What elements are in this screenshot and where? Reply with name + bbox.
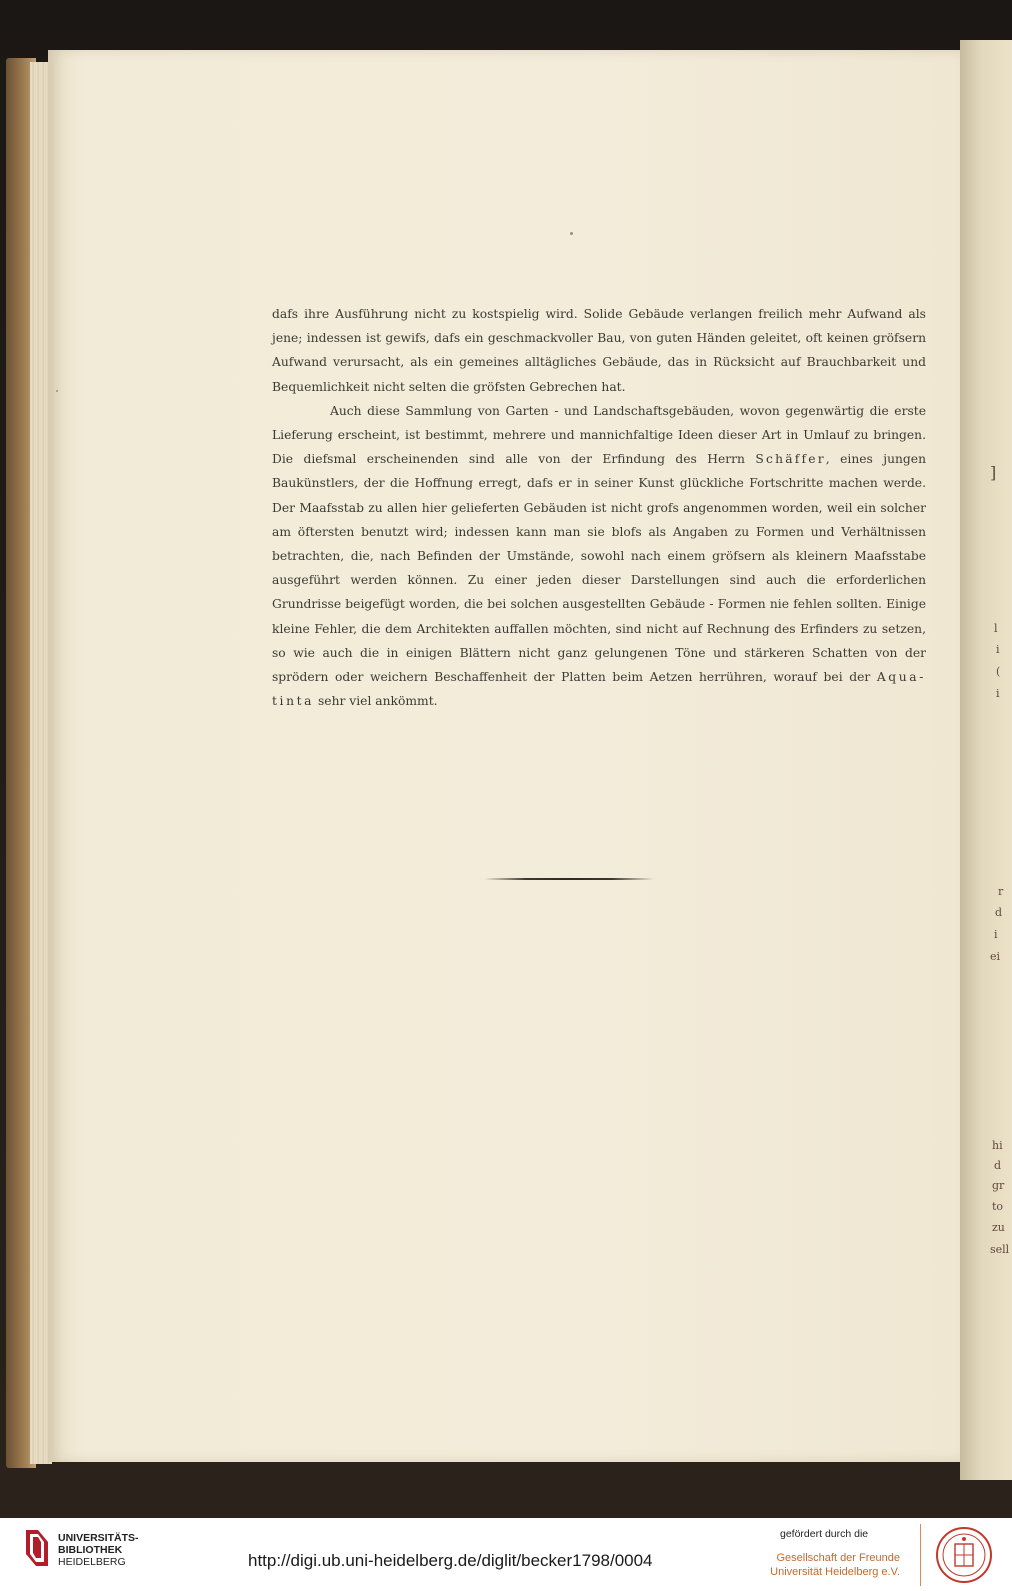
- text-run: sehr viel ankömmt.: [314, 694, 438, 709]
- text-run: , eines jungen Baukünstlers, der die Hoffnung erregt, dafs er in seiner Kunst glückliche Fortschritte machen werde. Der Maafsstab zu allen hier gelieferten Gebäuden ist nicht grofs angenommen worden, weil ein solcher am öftersten benutzt wird; indessen kann man sie blofs als Angaben zu Formen und Verhältnissen betrachten, die, nach Befinden der Umstände, sowohl nach einem gröfsern als kleinern Maafsstabe ausgeführt werden können. Zu einer jeden dieser Darstellungen sind auch die erforderlichen Grundrisse beigefügt worden, die bei solchen ausgestellten Gebäude - Formen nie fehlen sollten. Einige kleine Fehler, die dem Architekten auffallen möchten, sind nicht auf Rechnung des Erfinders zu setzen, so wie auch die in einigen Blättern nicht ganz gelungenen Töne und stärkeren Schatten von der sprödern oder weichern Beschaffenheit der Platten beim Aetzen herrühren, worauf bei der: [272, 452, 926, 685]
- facing-page-edge: [960, 40, 1012, 1480]
- sponsor-name: [770, 1551, 900, 1579]
- fragment: i: [996, 643, 1000, 656]
- fragment: d: [995, 906, 1003, 919]
- paragraph: dafs ihre Ausführung nicht zu kostspielig wird. Solide Gebäude verlangen freilich mehr Aufwand als jene; indessen ist gewifs, dafs ein geschmackvoller Bau, von guten Händen geleitet, oft keinen gröfsern Aufwand verursacht, als ein gemeines alltägliches Gebäude, das in Rücksicht auf Brauchbarkeit und Bequemlichkeit nicht selten die gröfsten Gebrechen hat.: [272, 307, 926, 394]
- fragment: d: [994, 1159, 1002, 1172]
- viewer-footer: [0, 1518, 1012, 1591]
- fragment: sell: [990, 1243, 1010, 1256]
- sponsor-lead: gefördert durch die: [780, 1528, 869, 1540]
- spaced-name: Schäffer: [755, 452, 826, 467]
- fragment: (: [996, 665, 1001, 678]
- fragment: hi: [992, 1139, 1003, 1152]
- library-name: [58, 1532, 139, 1568]
- university-seal-icon: [935, 1526, 993, 1584]
- footer-divider: [920, 1524, 921, 1586]
- paper-speck: [56, 390, 58, 392]
- fragment: r: [998, 885, 1004, 898]
- fragment: i: [994, 928, 998, 941]
- sponsor-line: Gesellschaft der Freunde: [776, 1552, 900, 1564]
- book-page: [48, 50, 960, 1462]
- sponsor-line: Universität Heidelberg e.V.: [770, 1566, 900, 1578]
- library-line: BIBLIOTHEK: [58, 1544, 123, 1556]
- fragment: gr: [992, 1179, 1005, 1192]
- fragment: zu: [992, 1221, 1005, 1234]
- library-logo-icon: [22, 1526, 52, 1570]
- decorative-rule: [484, 878, 654, 880]
- permalink-url[interactable]: http://digi.ub.uni-heidelberg.de/diglit/becker1798/0004: [248, 1551, 653, 1570]
- body-text: [272, 302, 926, 713]
- fragment: ei: [990, 950, 1001, 963]
- fragment: l: [994, 622, 998, 635]
- library-line: HEIDELBERG: [58, 1556, 126, 1568]
- paragraph: [272, 399, 926, 714]
- library-line: UNIVERSITÄTS-: [58, 1532, 139, 1544]
- fragment: ]: [990, 463, 997, 482]
- spaced-term: Aqua-tinta: [272, 670, 926, 709]
- fragment: to: [992, 1200, 1004, 1213]
- fragment: i: [996, 687, 1000, 700]
- paper-speck: [570, 232, 573, 235]
- text-run: Auch diese Sammlung von Garten - und Landschaftsgebäuden, wovon gegenwärtig die erste Lieferung erscheint, ist bestimmt, mehrere und mannichfaltige Ideen dieser Art in Umlauf zu bringen. Die diefsmal erscheinenden sind alle von der Erfindung des Herrn: [272, 403, 926, 467]
